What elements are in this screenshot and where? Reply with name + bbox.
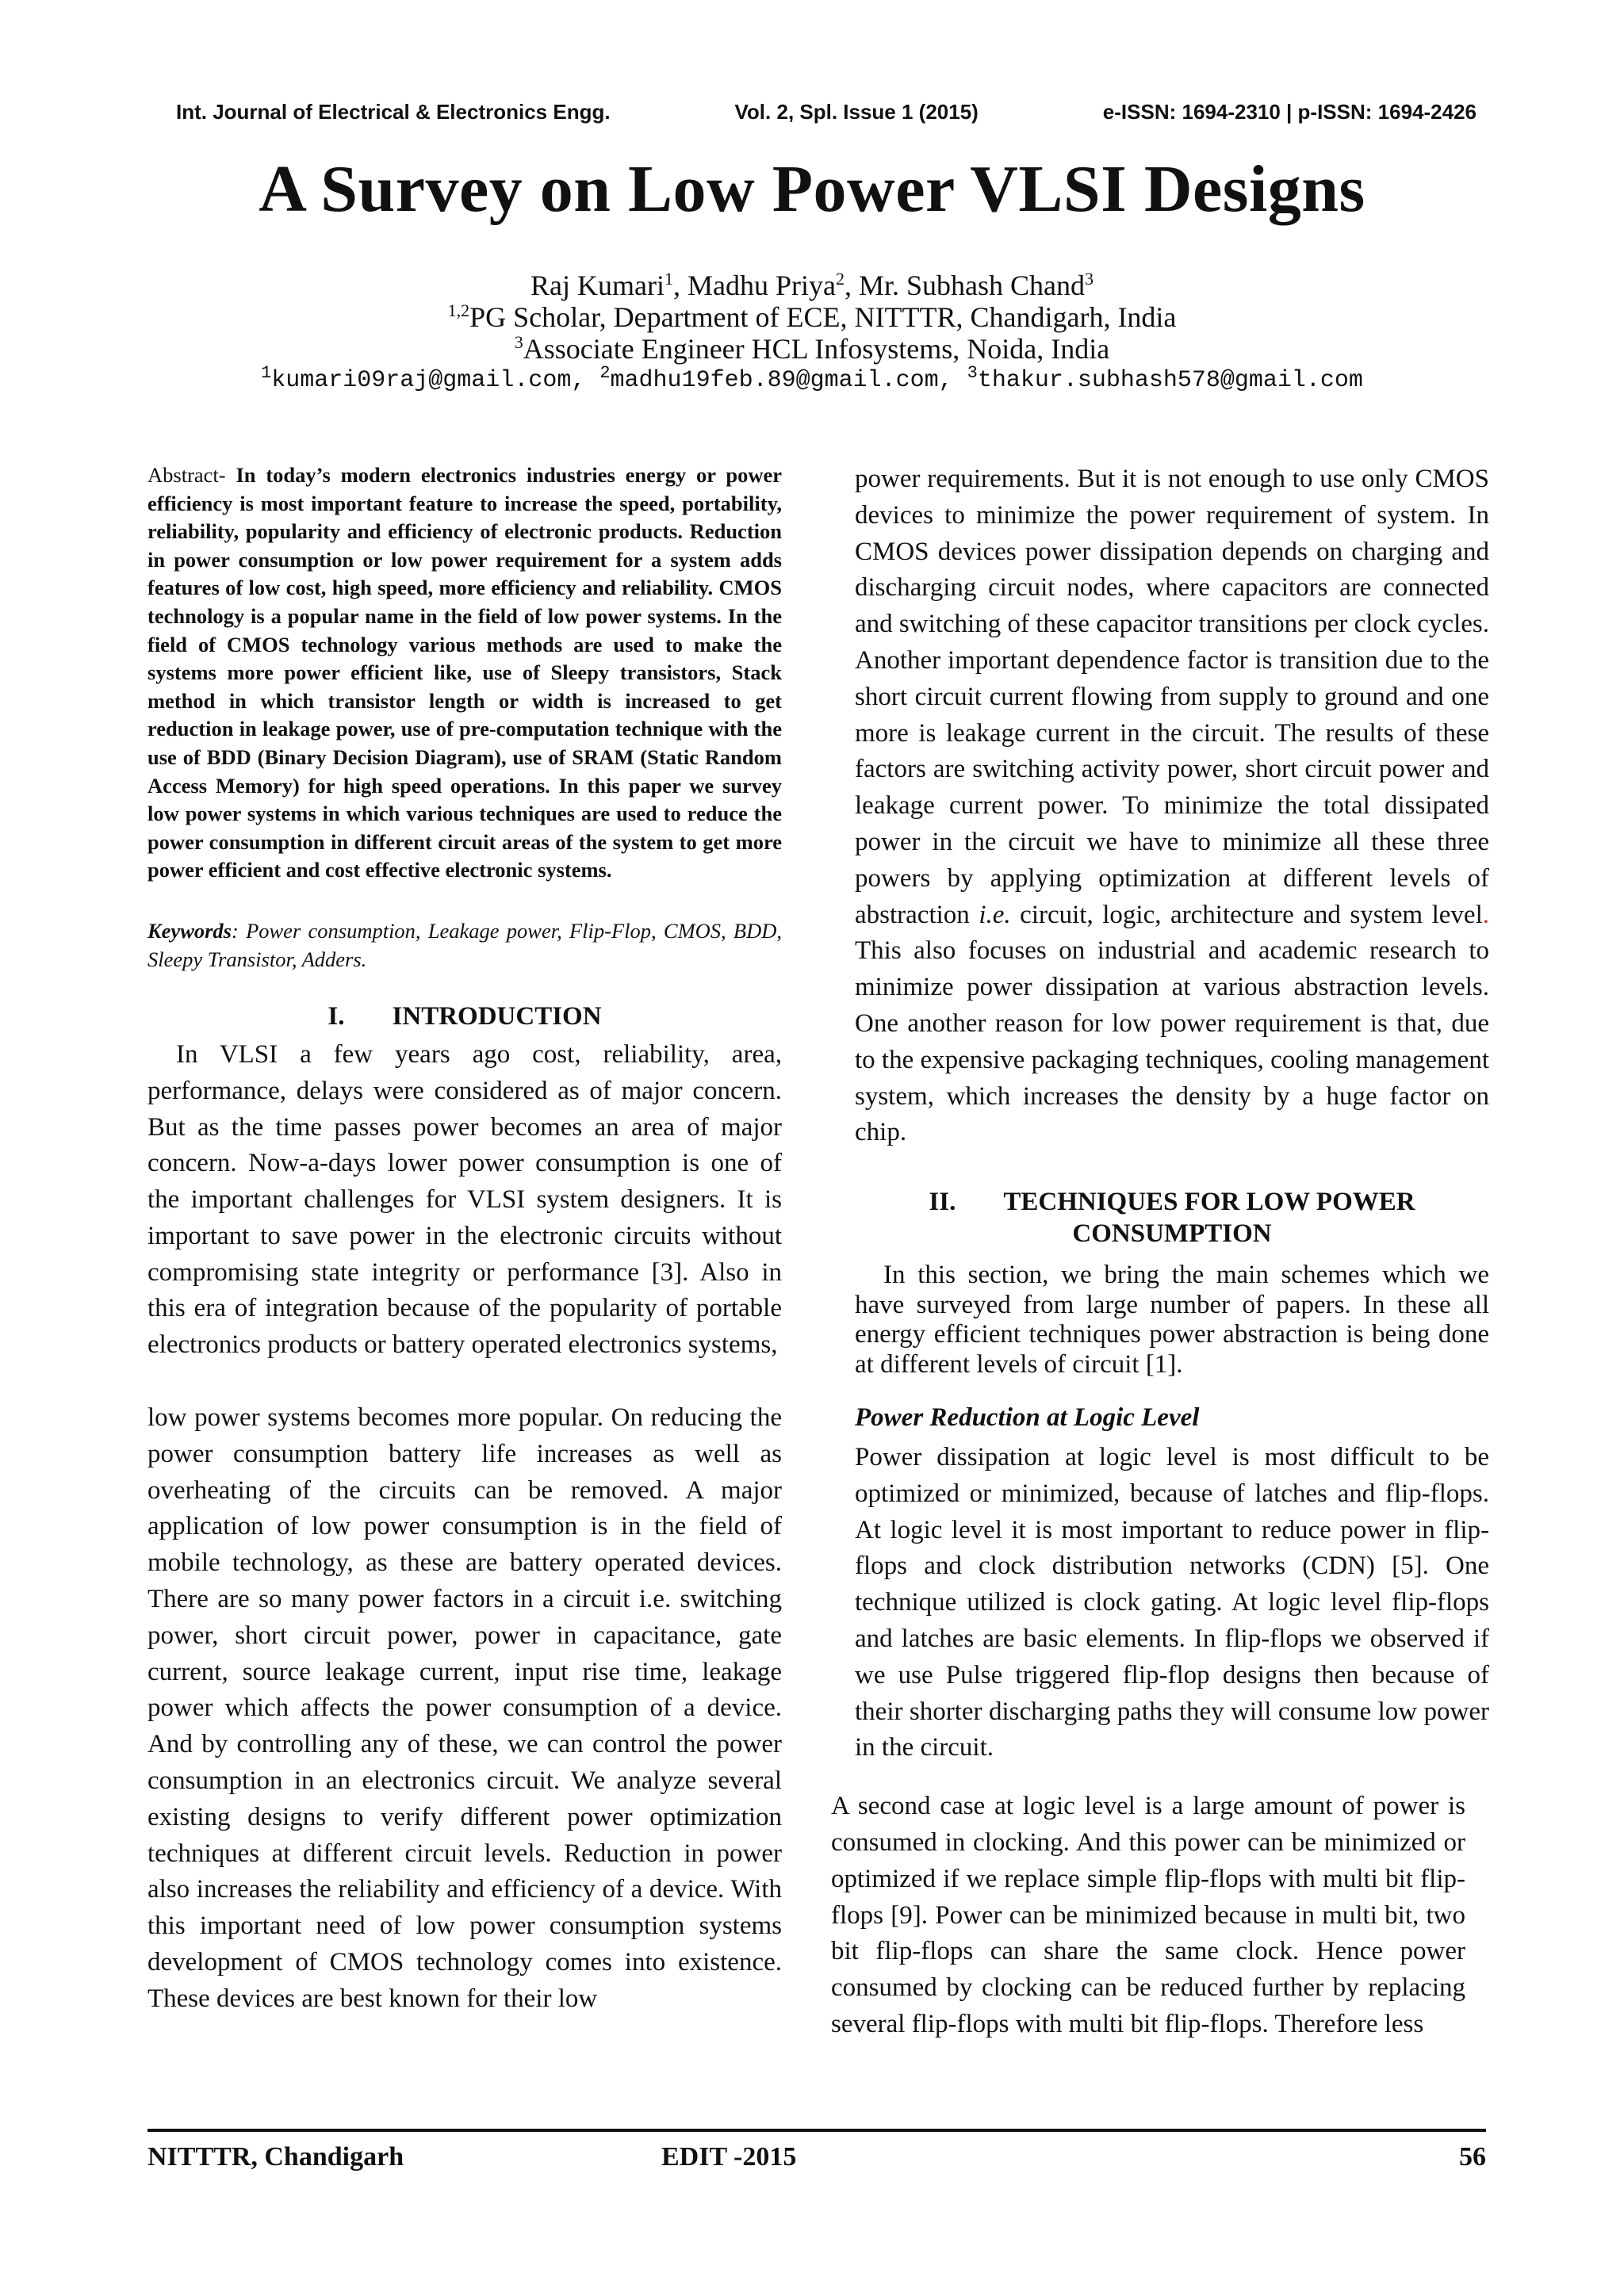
running-head bbox=[176, 100, 1477, 124]
email-1: kumari09raj@gmail.com, bbox=[271, 367, 600, 394]
page-number: 56 bbox=[1459, 2142, 1486, 2172]
footer-edition: EDIT -2015 bbox=[661, 2142, 797, 2172]
author-1: Raj Kumari bbox=[530, 270, 665, 301]
keywords-label: Keywords bbox=[147, 918, 232, 943]
abstract-lead: Abstract- bbox=[147, 463, 236, 487]
footer-rule bbox=[147, 2129, 1486, 2132]
journal-name: Int. Journal of Electrical & Electronics Engg. bbox=[176, 100, 611, 124]
keywords bbox=[147, 916, 782, 974]
author-1-sup: 1 bbox=[664, 269, 673, 289]
affiliation-2-sup: 3 bbox=[514, 332, 523, 352]
intro-paragraph-1: In VLSI a few years ago cost, reliability, area, performance, delays were considered as of major concern. But as the time passes power becomes an area of major concern. Now-a-days lower power consumption is one of the important challenges for VLSI system designers. It is important to save power in the electronic circuits without compromising state integrity or performance [3]. Also in this era of integration because of the popularity of portable electronics products or battery operated electronics systems, bbox=[147, 1039, 782, 1360]
volume-info: Vol. 2, Spl. Issue 1 (2015) bbox=[734, 100, 979, 124]
author-block bbox=[0, 270, 1624, 396]
affiliation-1 bbox=[0, 301, 1624, 333]
author-2-sup: 2 bbox=[835, 269, 845, 289]
subsection-heading: Power Reduction at Logic Level bbox=[855, 1403, 1200, 1433]
intro-paragraph-2: low power systems becomes more popular. On reducing the power consumption battery life increases as well as overheating of the circuits can be removed. A major application of low power consumption is in the field of mobile technology, as these are battery operated devices. There are so many power factors in a circuit i.e. switching power, short circuit power, power in capacitance, gate current, source leakage current, input rise time, leakage power which affects the power consumption of a device. And by controlling any of these, we can control the power consumption in an electronics circuit. We analyze several existing designs to verify different power optimization techniques at different circuit levels. Reduction in power also increases the reliability and efficiency of a device. With this important need of low power consumption systems development of CMOS technology comes into existence. These devices are best known for their low bbox=[147, 1403, 782, 2013]
author-names bbox=[0, 270, 1624, 301]
left-column bbox=[147, 461, 782, 2018]
email-3: thakur.subhash578@gmail.com bbox=[977, 367, 1363, 394]
section-2-heading bbox=[855, 1186, 1489, 1249]
author-2: , Madhu Priya bbox=[672, 270, 836, 301]
affiliation-2 bbox=[0, 333, 1624, 365]
email-2: madhu19feb.89@gmail.com, bbox=[610, 367, 967, 394]
abstract bbox=[147, 461, 782, 885]
section-1-number: I. bbox=[327, 1001, 345, 1031]
keywords-text: : Power consumption, Leakage power, Flip-Flop, CMOS, BDD, Sleepy Transistor, Adders. bbox=[147, 918, 782, 971]
paper-title: A Survey on Low Power VLSI Designs bbox=[259, 152, 1365, 226]
email-3-sup: 3 bbox=[967, 363, 978, 383]
email-1-sup: 1 bbox=[261, 363, 272, 383]
email-2-sup: 2 bbox=[599, 363, 611, 383]
intro-p3-c: This also focuses on industrial and academic research to minimize power dissipation at various abstraction levels. One another reason for low power requirement is that, due to the expensive packaging techniques, cooling management system, which increases the density by a huge factor on chip. bbox=[855, 936, 1489, 1147]
footer-institution: NITTTR, Chandigarh bbox=[147, 2142, 404, 2172]
section-2-paragraph-2: Power dissipation at logic level is most difficult to be optimized or minimized, because of latches and flip-flops. At logic level it is most important to reduce power in flip-flops and clock distribution networks (CDN) [5]. One technique utilized is clock gating. At logic level flip-flops and latches are basic elements. In flip-flops we observed if we use Pulse triggered flip-flop designs then because of their shorter discharging paths they will consume low power in the circuit. bbox=[855, 1442, 1489, 1762]
section-1-title: INTRODUCTION bbox=[392, 1001, 602, 1031]
abstract-body: In today’s modern electronics industries energy or power efficiency is most important feature to increase the speed, portability, reliability, popularity and efficiency of electronic products. Reduction in power consumption or low power requirement for a system adds features of low cost, high speed, more efficiency and reliability. CMOS technology is a popular name in the field of low power systems. In the field of CMOS technology various methods are used to make the systems more power efficient like, use of Sleepy transistors, Stack method in which transistor length or width is increased to get reduction in leakage power, use of pre-computation technique with the use of BDD (Binary Decision Diagram), use of SRAM (Static Random Access Memory) for high speed operations. In this paper we survey low power systems in which various techniques are used to reduce the power consumption in different circuit areas of the system to get more power efficient and cost effective electronic systems. bbox=[147, 463, 782, 882]
affiliation-2-text: Associate Engineer HCL Infosystems, Noida, India bbox=[523, 333, 1110, 365]
section-2-paragraph-3: A second case at logic level is a large amount of power is consumed in clocking. And this power can be minimized or optimized if we replace simple flip-flops with multi bit flip-flops [9]. Power can be minimized because in multi bit, two bit flip-flops can share the same clock. Hence power consumed by clocking can be reduced further by replacing several flip-flops with multi bit flip-flops. Therefore less bbox=[831, 1792, 1465, 2038]
affiliation-1-sup: 1,2 bbox=[447, 300, 470, 320]
issn-info: e-ISSN: 1694-2310 | p-ISSN: 1694-2426 bbox=[1102, 100, 1477, 124]
intro-p3-b: circuit, logic, architecture and system level bbox=[1010, 900, 1483, 929]
author-3: , Mr. Subhash Chand bbox=[844, 270, 1085, 301]
intro-paragraph-3 bbox=[855, 461, 1489, 1151]
intro-p3-dot: . bbox=[1482, 900, 1490, 929]
section-2-number: II. bbox=[929, 1188, 956, 1217]
section-1-heading bbox=[147, 1001, 782, 1032]
section-2-title: TECHNIQUES FOR LOW POWER CONSUMPTION bbox=[1003, 1188, 1415, 1249]
affiliation-1-text: PG Scholar, Department of ECE, NITTTR, Chandigarh, India bbox=[469, 301, 1177, 333]
page-footer bbox=[147, 2142, 1486, 2172]
intro-p3-ie: i.e. bbox=[979, 900, 1011, 929]
section-2-paragraph-1: In this section, we bring the main schemes which we have surveyed from large number of papers. In these all energy efficient techniques power abstraction is being done at different levels of circuit [1]. bbox=[855, 1261, 1489, 1379]
paragraph-gap bbox=[147, 1364, 782, 1400]
author-3-sup: 3 bbox=[1084, 269, 1094, 289]
intro-p3-a: power requirements. But it is not enough to use only CMOS devices to minimize the power requirement of system. In CMOS devices power dissipation depends on charging and discharging circuit nodes, where capacitors are connected and switching of these capacitor transitions per clock cycles. Another important dependence factor is transition due to the short circuit current flowing from supply to ground and one more is leakage current in the circuit. The results of these factors are switching activity power, short circuit power and leakage current power. To minimize the total dissipated power in the circuit we have to minimize all these three powers by applying optimization at different levels of abstraction bbox=[855, 465, 1489, 929]
author-emails bbox=[0, 365, 1624, 396]
right-column bbox=[831, 461, 1490, 2043]
